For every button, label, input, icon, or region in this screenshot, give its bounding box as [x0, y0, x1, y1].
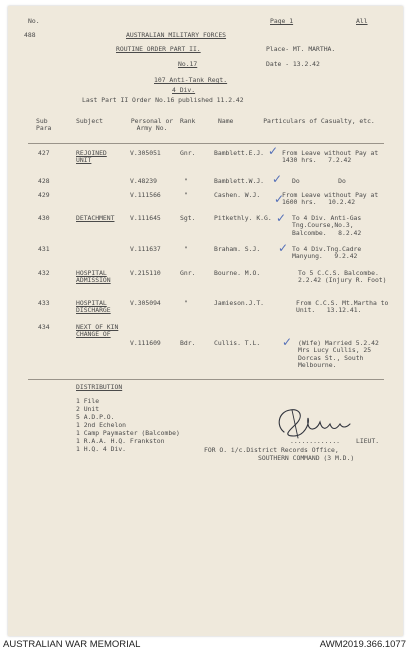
last-order: Last Part II Order No.16 published 11.2.42	[82, 96, 244, 104]
row-rank: Gnr.	[180, 149, 196, 157]
row-number: V.305051	[130, 149, 161, 157]
row-rank: Bdr.	[180, 339, 196, 347]
distribution-item: 1 H.Q. 4 Div.	[76, 445, 127, 453]
row-para: 434	[38, 323, 50, 331]
row-number: V.305094	[130, 299, 161, 307]
row-number: V.111637	[130, 245, 161, 253]
row-name: Pitkethly. K.G.	[214, 214, 272, 222]
checkmark-icon: ✓	[268, 144, 279, 158]
order-number: No.17	[178, 60, 198, 68]
row-name: Bourne. M.O.	[214, 269, 261, 277]
distribution-item: 5 A.D.P.O.	[76, 413, 115, 421]
signature-dotted-line: .............	[290, 437, 341, 445]
checkmark-icon: ✓	[272, 172, 283, 186]
row-name: Cullis. T.L.	[214, 339, 261, 347]
distribution-heading: DISTRIBUTION	[76, 383, 123, 391]
row-particulars: (Wife) Married 5.2.42 Mrs Lucy Cullis, 25 Dorcas St., South Melbourne.	[298, 339, 383, 370]
row-particulars: From Leave without Pay at 1600 hrs. 10.2.42	[282, 191, 383, 207]
number-label: No.	[28, 17, 40, 25]
row-name: Jamieson.J.T.	[214, 299, 265, 307]
row-subject: DETACHMENT	[76, 214, 115, 222]
row-particulars: To 5 C.C.S. Balcombe. 2.2.42 (Injury R. Foot)	[298, 269, 387, 285]
row-rank: "	[184, 177, 188, 185]
col-name: Name	[218, 117, 234, 125]
distribution-item: 1 Camp Paymaster (Balcombe)	[76, 429, 180, 437]
row-para: 432	[38, 269, 50, 277]
col-personal-no: Personal or Army No.	[130, 117, 174, 133]
col-particulars: Particulars of Casualty, etc.	[263, 117, 375, 125]
document-page	[8, 6, 403, 636]
col-sub-para: Sub Para	[36, 117, 52, 133]
row-subject: REJOINED UNIT	[76, 149, 107, 165]
row-particulars: To 4 Div. Anti-Gas Tng.Course,No.3, Balcombe. 8.2.42	[292, 214, 366, 237]
checkmark-icon: ✓	[282, 335, 293, 349]
distribution-item: 1 2nd Echelon	[76, 421, 127, 429]
row-subject: HOSPITAL DISCHARGE	[76, 299, 111, 315]
row-particulars: From C.C.S. Mt.Martha to Unit. 13.12.41.	[296, 299, 393, 315]
checkmark-icon: ✓	[278, 241, 289, 255]
row-particulars: From Leave without Pay at 1430 hrs. 7.2.42	[282, 149, 383, 165]
order-title: ROUTINE ORDER PART II.	[116, 45, 201, 53]
row-rank: Gnr.	[180, 269, 196, 277]
row-number: V.111566	[130, 191, 161, 199]
row-number: V.48239	[130, 177, 157, 185]
distribution-item: 1 R.A.A. H.Q. Frankston	[76, 437, 165, 445]
signature-command: SOUTHERN COMMAND (3 M.D.)	[258, 454, 355, 462]
row-para: 431	[38, 245, 50, 253]
row-particulars: Do Do	[292, 177, 346, 185]
row-name: Bamblett.E.J.	[214, 149, 265, 157]
unit-name: 107 Anti-Tank Regt.	[154, 76, 228, 84]
row-rank: Sgt.	[180, 214, 196, 222]
row-number: V.111609	[130, 339, 161, 347]
col-rank: Rank	[180, 117, 196, 125]
page-suffix: All	[356, 17, 368, 25]
row-para: 430	[38, 214, 50, 222]
row-number: V.215110	[130, 269, 161, 277]
row-name: Cashen. W.J.	[214, 191, 261, 199]
row-rank: "	[184, 191, 188, 199]
document-number: 488	[24, 31, 36, 39]
row-name: Braham. S.J.	[214, 245, 261, 253]
footer-institution: AUSTRALIAN WAR MEMORIAL	[3, 639, 141, 650]
checkmark-icon: ✓	[276, 211, 287, 225]
force-title: AUSTRALIAN MILITARY FORCES	[126, 31, 227, 39]
table-end-rule	[28, 379, 384, 380]
row-number: V.111645	[130, 214, 161, 222]
row-subject: HOSPITAL ADMISSION	[76, 269, 111, 285]
header-rule	[28, 143, 384, 144]
division-name: 4 Div.	[172, 86, 196, 94]
place: Place- MT. MARTHA.	[266, 45, 336, 53]
row-rank: "	[184, 299, 188, 307]
row-particulars: To 4 Div.Tng.Cadre Manyung. 9.2.42	[292, 245, 366, 261]
checkmark-icon: ✓	[274, 192, 285, 206]
col-subject: Subject	[76, 117, 103, 125]
distribution-item: 2 Unit	[76, 405, 100, 413]
row-para: 428	[38, 177, 50, 185]
row-para: 427	[38, 149, 50, 157]
order-date: Date - 13.2.42	[266, 60, 320, 68]
row-subject: NEXT OF KIN CHANGE OF	[76, 323, 119, 339]
row-para: 429	[38, 191, 50, 199]
footer-accession-number: AWM2019.366.1077	[319, 639, 406, 650]
page-number: Page 1	[270, 17, 294, 25]
row-rank: "	[184, 245, 188, 253]
signature-rank: LIEUT.	[356, 437, 380, 445]
signature-for-line: FOR O. i/c.District Records Office,	[204, 446, 339, 454]
distribution-item: 1 File	[76, 397, 100, 405]
row-name: Bamblett.W.J.	[214, 177, 265, 185]
row-para: 433	[38, 299, 50, 307]
